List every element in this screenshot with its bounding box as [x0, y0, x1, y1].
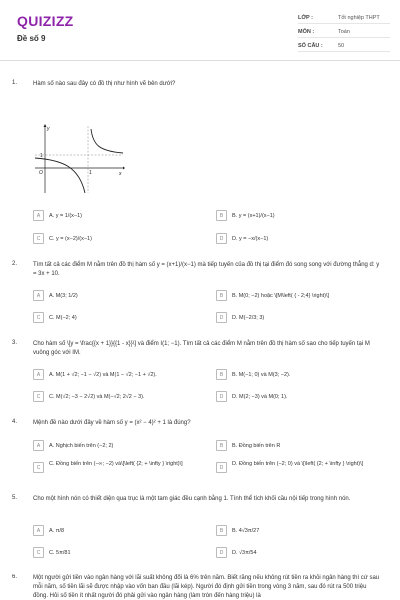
option-letter: D	[216, 462, 227, 473]
q4-option-a[interactable]	[33, 439, 113, 452]
option-text: C. 5π/81	[49, 549, 71, 556]
q4-option-b[interactable]	[216, 439, 280, 452]
option-text: B. M(0; −2) hoặc \[M\left( { - 2;4} \right)\]	[232, 292, 330, 299]
option-letter: C	[33, 312, 44, 323]
option-letter: D	[216, 233, 227, 244]
question-text: Một người gửi tiền vào ngân hàng với lãi suất không đổi là 6% trên năm. Biết rằng nếu không rút tiền ra khỏi ngân hàng thì cứ sau mỗi năm, số tiền lãi sẽ được nhập vào vốn ban đầu (lãi kép). Người đó định gửi tiền trong vòng 3 năm, sau đó rút ra 500 triệu đồng. Hỏi số tiền ít nhất người đó phải gửi vào ngân hàng (làm tròn đến hàng triệu) là	[33, 575, 380, 599]
meta-label: MÔN :	[298, 29, 315, 35]
option-text: D. y = −x/(x−1)	[232, 235, 269, 242]
option-text: D. √3π/54	[232, 549, 257, 556]
function-graph	[33, 123, 125, 195]
origin-label: O	[39, 170, 43, 176]
q4-option-c[interactable]	[33, 460, 203, 482]
q1-option-b[interactable]	[216, 209, 275, 222]
q3-option-c[interactable]	[33, 390, 145, 403]
option-letter: A	[33, 525, 44, 536]
question-text: Cho một hình nón có thiết diện qua trục là một tam giác đều cạnh bằng 1. Tính thể tích khối cầu nội tiếp trong hình nón.	[33, 496, 351, 502]
q3-option-a[interactable]	[33, 368, 157, 381]
option-letter: A	[33, 290, 44, 301]
question-number: 4.	[12, 419, 18, 425]
q3-option-d[interactable]	[216, 390, 287, 403]
option-text: A. M(1 + √2; −1 − √2) và M(1 − √2; −1 + √2).	[49, 371, 157, 378]
x-axis-label: x	[119, 171, 122, 177]
meta-table	[298, 13, 390, 55]
quizizz-logo: QUIZIZZ	[17, 13, 74, 29]
q4-option-d[interactable]	[216, 460, 388, 482]
option-text: C. M(√2; −3 − 2√2) và M(−√2; 2√2 − 3).	[49, 393, 145, 400]
meta-value: Tốt nghiệp THPT	[338, 15, 380, 21]
option-text: A. π/8	[49, 527, 65, 534]
question-text: Hàm số nào sau đây có đồ thị như hình vẽ bên dưới?	[33, 81, 176, 87]
meta-value: Toán	[338, 29, 350, 35]
option-text: A. y = 1/(x−1)	[49, 212, 83, 219]
option-text: D. M(−2/3; 3)	[232, 314, 265, 321]
option-letter: B	[216, 525, 227, 536]
x-one-label: 1	[89, 170, 92, 176]
option-letter: A	[33, 210, 44, 221]
q1-option-a[interactable]	[33, 209, 82, 222]
option-letter: D	[216, 547, 227, 558]
option-letter: A	[33, 369, 44, 380]
q2-option-a[interactable]	[33, 289, 78, 302]
option-text: C. y = (x−2)/(x−1)	[49, 235, 92, 242]
question-6	[12, 574, 390, 600]
option-letter: D	[216, 312, 227, 323]
q5-option-b[interactable]	[216, 524, 259, 537]
option-letter: A	[33, 440, 44, 451]
option-letter: B	[216, 369, 227, 380]
option-letter: B	[216, 290, 227, 301]
meta-label: LỚP :	[298, 15, 313, 21]
meta-value: 50	[338, 43, 345, 49]
option-letter: C	[33, 233, 44, 244]
option-letter: C	[33, 391, 44, 402]
option-text: B. 4√3π/27	[232, 527, 260, 534]
q5-option-a[interactable]	[33, 524, 64, 537]
question-text: Mệnh đề nào dưới đây về hàm số y = (x² − 4)² + 1 là đúng?	[33, 420, 191, 426]
question-number: 3.	[12, 340, 18, 346]
meta-row-count	[298, 41, 390, 52]
question-text: Tìm tất cả các điểm M nằm trên đồ thị hàm số y = (x+1)/(x−1) mà tiếp tuyến của đồ thị tại điểm đó song song với đường thẳng d: y = 3x + 10.	[33, 262, 380, 277]
option-letter: B	[216, 210, 227, 221]
option-text: B. M(−1; 0) và M(3; −2).	[232, 371, 291, 378]
option-text: C. M(−2; 4)	[49, 314, 77, 321]
q3-option-b[interactable]	[216, 368, 290, 381]
question-text: Cho hàm số \[y = \frac{{x + 1}}{{1 - x}}\] và điểm I(1; −1). Tìm tất cả các điểm M nằm trên đồ thị hàm số sao cho tiếp tuyến tại M vuông góc với IM.	[33, 341, 370, 356]
header-divider	[0, 60, 400, 61]
meta-label: SỐ CÂU :	[298, 43, 323, 49]
option-letter: B	[216, 440, 227, 451]
y-axis-label: y	[47, 126, 50, 132]
option-text: A. M(3; 1/2)	[49, 292, 78, 299]
q2-option-c[interactable]	[33, 311, 77, 324]
q5-option-d[interactable]	[216, 546, 257, 559]
q2-option-d[interactable]	[216, 311, 264, 324]
doc-title: Đề số 9	[17, 34, 46, 43]
option-letter: D	[216, 391, 227, 402]
q1-option-c[interactable]	[33, 232, 92, 245]
question-number: 6.	[12, 574, 18, 580]
option-letter: C	[33, 462, 44, 473]
option-text: B. Đồng biến trên R	[232, 442, 281, 449]
meta-row-class	[298, 13, 390, 24]
q5-option-c[interactable]	[33, 546, 71, 559]
option-text: D. Đồng biến trên (−2; 0) và \[\left( {2; + \infty } \right)\]	[232, 461, 364, 467]
option-text: D. M(2; −3) và M(0; 1).	[232, 393, 288, 400]
option-text: B. y = (x+1)/(x−1)	[232, 212, 275, 219]
y-one-label: 1	[40, 153, 43, 159]
q2-option-b[interactable]	[216, 289, 329, 302]
q1-option-d[interactable]	[216, 232, 268, 245]
meta-row-subject	[298, 27, 390, 38]
option-text: C. Đồng biến trên (−∞; −2) và\[\left( {2; + \infty } \right)\]	[49, 461, 183, 467]
question-number: 5.	[12, 495, 18, 501]
question-number: 1.	[12, 80, 18, 86]
option-text: A. Nghịch biến trên (−2; 2)	[49, 442, 114, 449]
question-number: 2.	[12, 261, 18, 267]
option-letter: C	[33, 547, 44, 558]
